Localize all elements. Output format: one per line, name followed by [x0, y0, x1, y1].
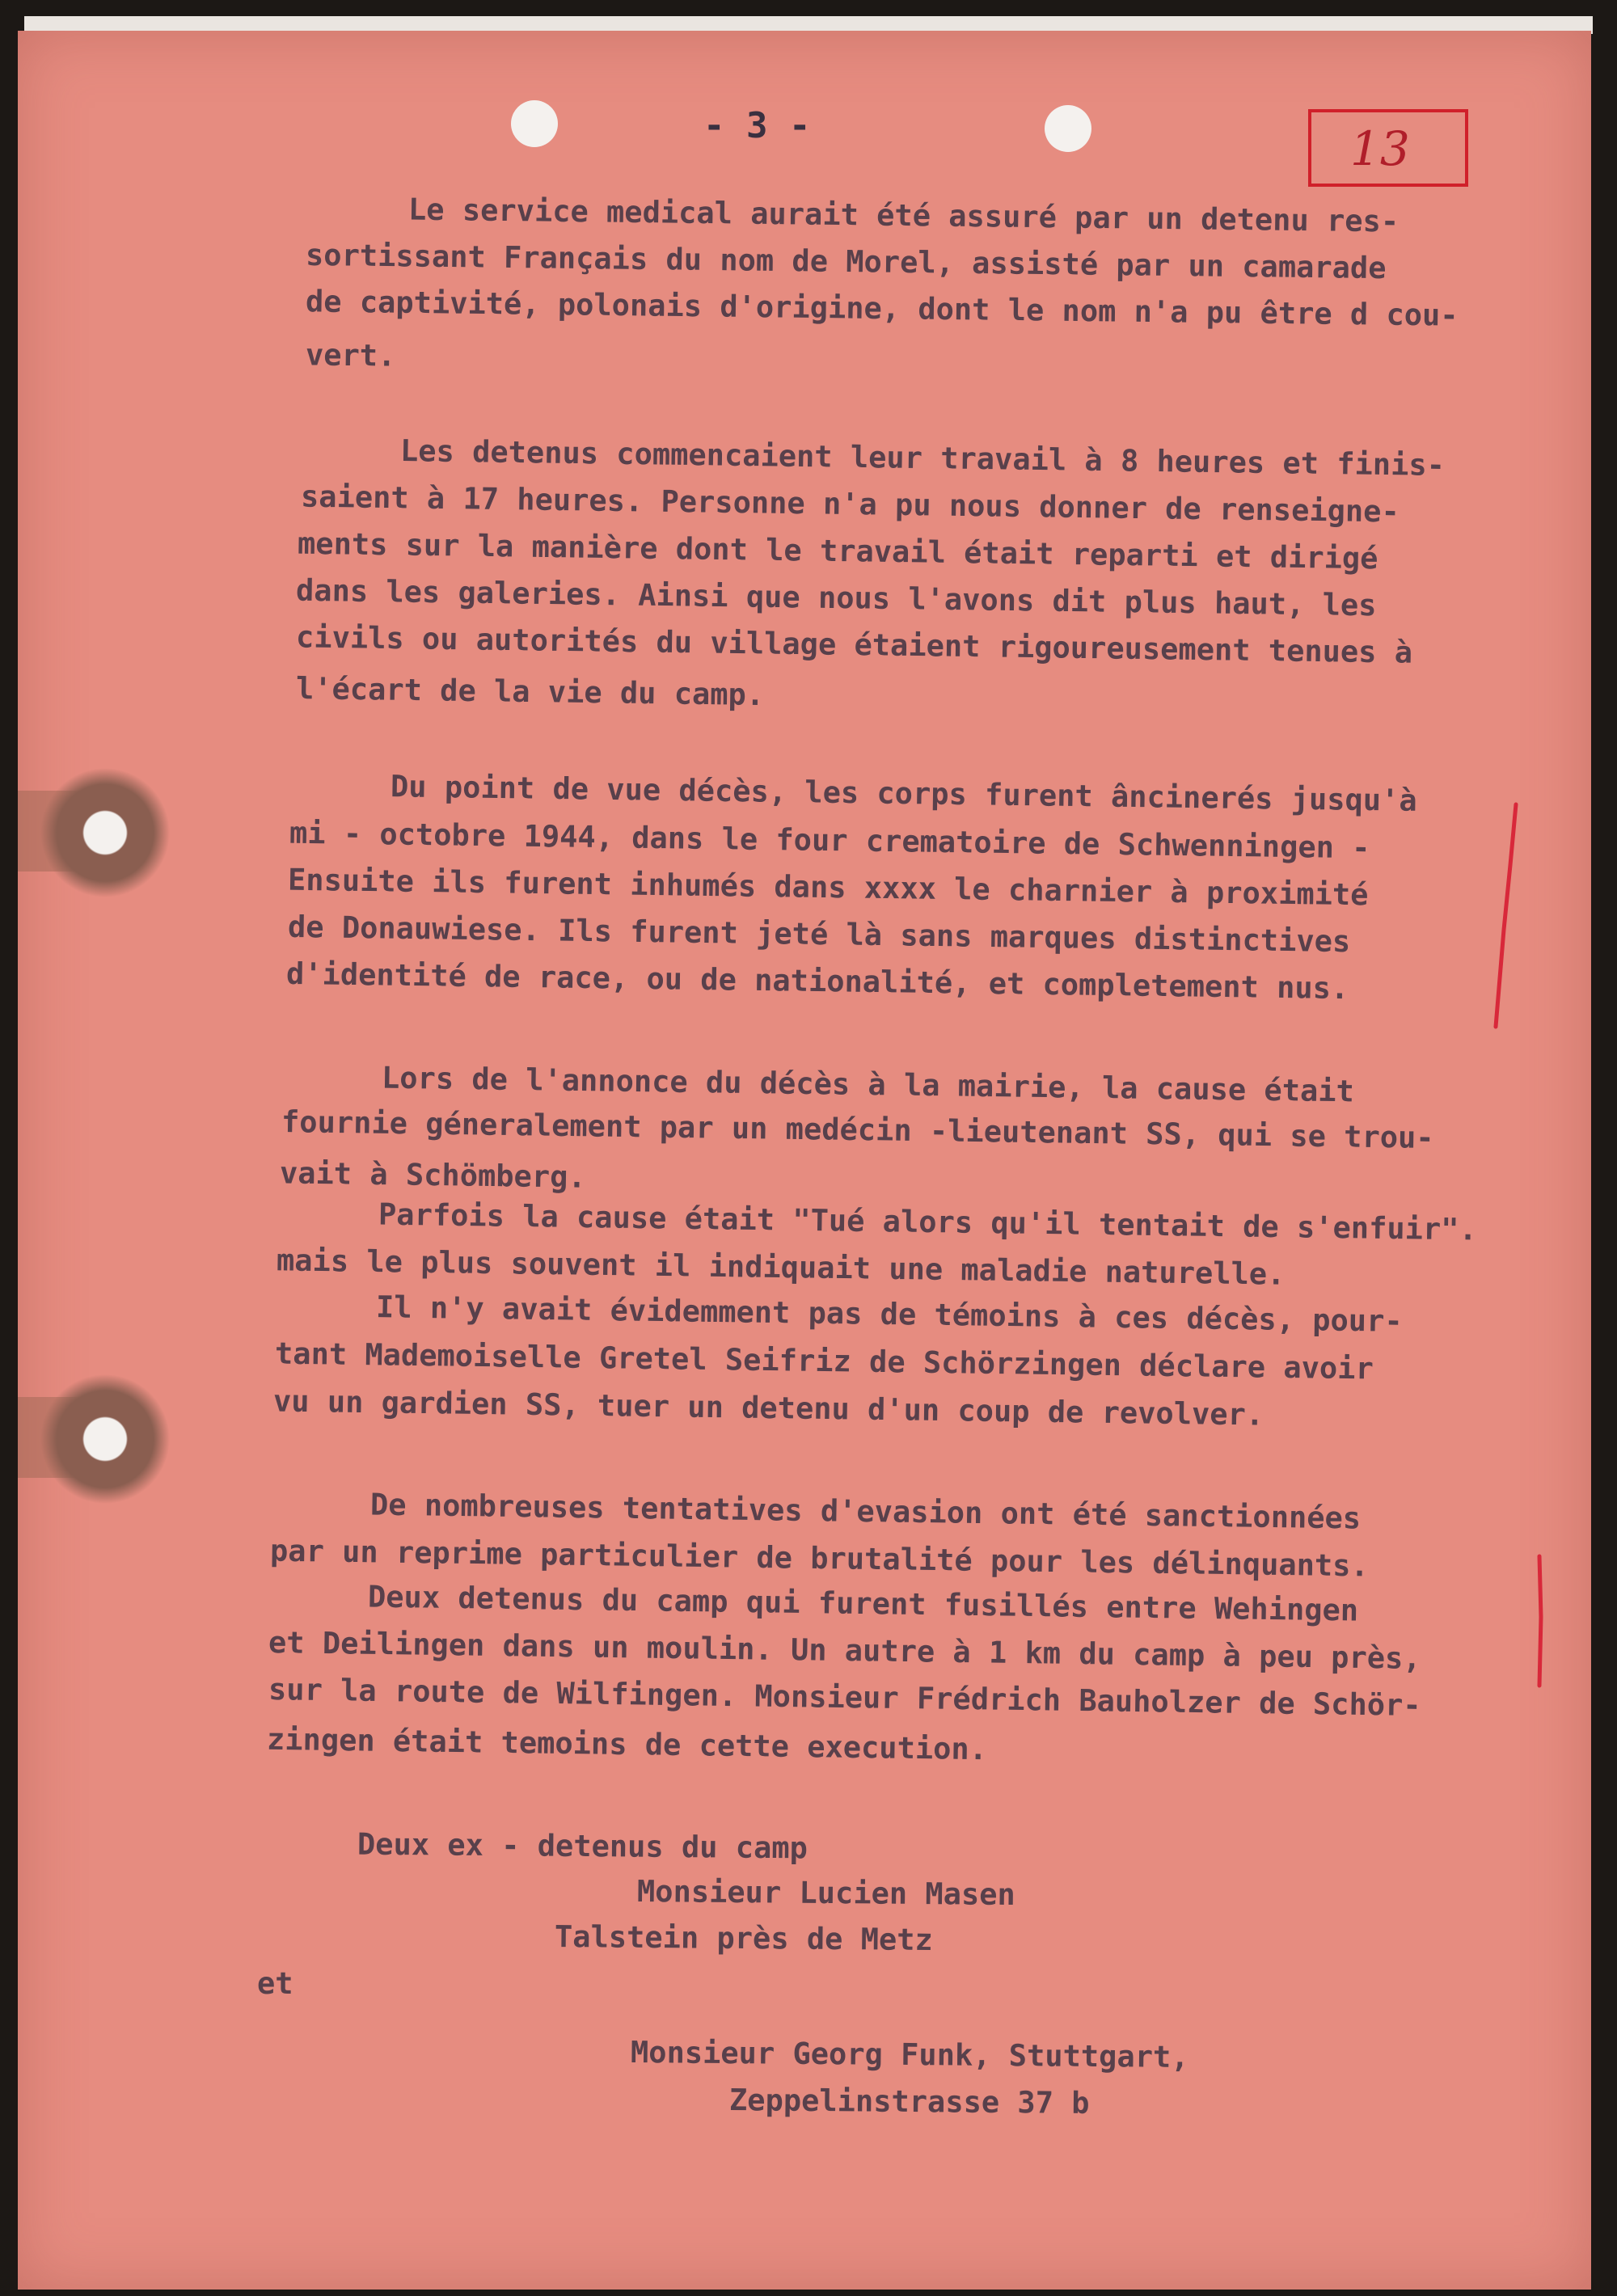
text-line: Il n'y avait évidemment pas de témoins à ces décès, pour- [375, 1289, 1403, 1339]
binder-ring-upper [40, 768, 170, 897]
punch-hole-top-right [1045, 105, 1091, 152]
signature-line: Deux ex - detenus du camp [357, 1826, 808, 1866]
text-line: Ensuite ils furent inhumés dans xxxx le charnier à proximité [287, 862, 1369, 913]
text-line: civils ou autorités du village étaient rigoureusement tenues à [295, 619, 1413, 670]
text-line: vu un gardien SS, tuer un detenu d'un coup de revolver. [272, 1383, 1264, 1433]
text-line: vert. [305, 337, 396, 374]
text-line: ments sur la manière dont le travail était reparti et dirigé [297, 525, 1378, 576]
red-margin-mark-lower [1528, 1552, 1552, 1690]
signature-line: Talstein près de Metz [554, 1918, 933, 1958]
text-line: vait à Schömberg. [279, 1155, 586, 1195]
red-margin-mark-upper [1480, 800, 1528, 1035]
text-line: saient à 17 heures. Personne n'a pu nous donner de renseigne- [300, 479, 1400, 530]
text-line: De nombreuses tentatives d'evasion ont été sanctionnées [369, 1487, 1362, 1536]
text-line: Deux detenus du camp qui furent fusillés entre Wehingen [367, 1579, 1359, 1628]
signature-line: et [257, 1966, 293, 2001]
text-line: et Deilingen dans un moulin. Un autre à 1 km du camp à peu près, [268, 1625, 1421, 1676]
text-line: Les detenus commencaient leur travail à 8 heures et finis- [399, 433, 1446, 483]
signature-line: Zeppelinstrasse 37 b [728, 2083, 1090, 2121]
archive-number: 13 [1350, 121, 1410, 176]
text-line: zingen était temoins de cette execution. [266, 1721, 988, 1767]
text-line: Lors de l'annonce du décès à la mairie, la cause était [381, 1060, 1355, 1109]
text-line: l'écart de la vie du camp. [295, 670, 765, 713]
text-line: par un reprime particulier de brutalité pour les délinquants. [269, 1533, 1370, 1584]
text-line: Le service medical aurait été assuré par un detenu res- [407, 192, 1400, 239]
binder-ring-lower [40, 1374, 170, 1504]
text-line: mi - octobre 1944, dans le four crematoire de Schwenningen - [289, 815, 1370, 866]
punch-hole-top-left [511, 100, 558, 147]
text-line: de captivité, polonais d'origine, dont le nom n'a pu être d cou- [305, 284, 1459, 333]
text-line: mais le plus souvent il indiquait une maladie naturelle. [276, 1243, 1286, 1292]
text-line: de Donauwiese. Ils furent jeté là sans marques distinctives [287, 909, 1351, 960]
page-number: - 3 - [703, 105, 811, 146]
signature-line: Monsieur Georg Funk, Stuttgart, [630, 2034, 1189, 2075]
text-line: fournie géneralement par un medécin -lieutenant SS, qui se trou- [281, 1104, 1434, 1155]
signature-line: Monsieur Lucien Masen [636, 1873, 1015, 1913]
text-line: Parfois la cause était "Tué alors qu'il tentait de s'enfuir". [378, 1197, 1478, 1247]
text-line: dans les galeries. Ainsi que nous l'avons dit plus haut, les [295, 572, 1377, 623]
text-line: tant Mademoiselle Gretel Seifriz de Schörzingen déclare avoir [274, 1336, 1374, 1386]
text-line: sur la route de Wilfingen. Monsieur Frédrich Bauholzer de Schör- [268, 1672, 1421, 1723]
text-line: sortissant Français du nom de Morel, assisté par un camarade [305, 237, 1387, 286]
text-line: d'identité de race, ou de nationalité, et completement nus. [285, 956, 1349, 1007]
text-line: Du point de vue décès, les corps furent âncinerés jusqu'à [390, 769, 1417, 818]
